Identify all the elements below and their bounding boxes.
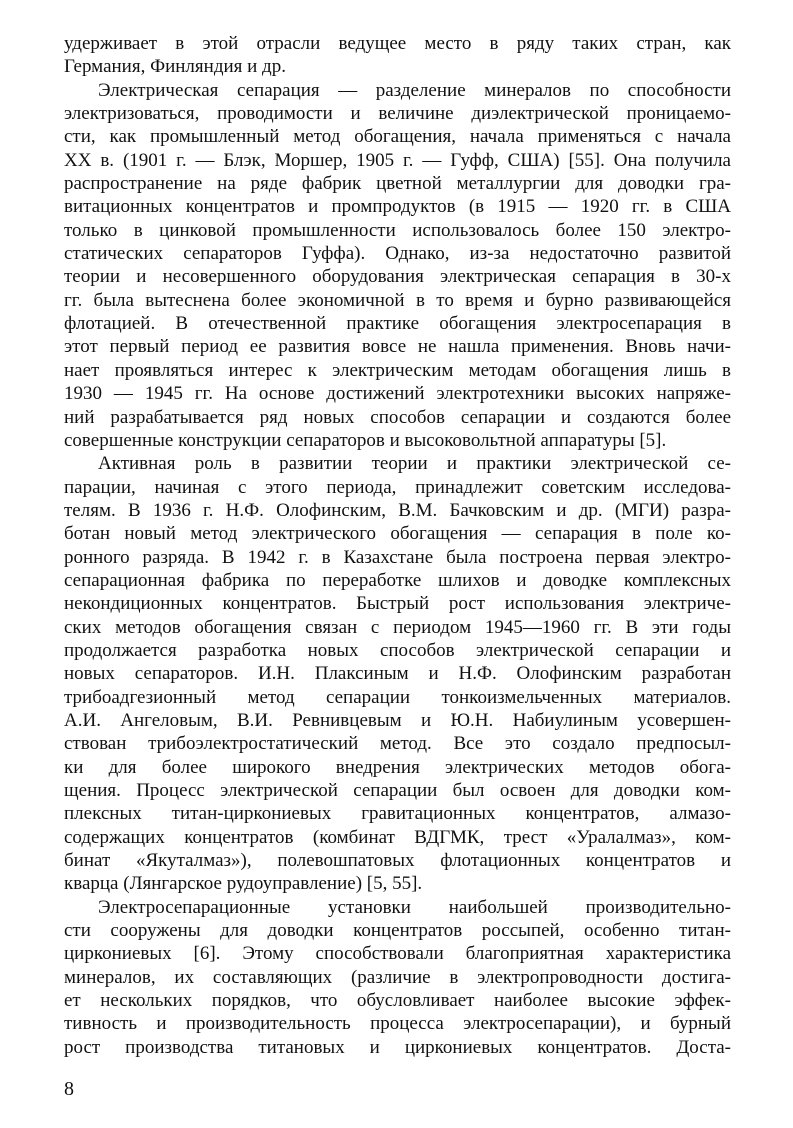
text-line: только в цинковой промышленности использовалось более 150 электро- (64, 219, 731, 241)
paragraph (64, 32, 731, 79)
text-line: ботан новый метод электрического обогащения — сепарация в поле ко- (64, 523, 731, 545)
text-line: ронного разряда. В 1942 г. в Казахстане была построена первая электро- (64, 546, 731, 568)
text-line: теории и несовершенного оборудования электрическая сепарация в 30-х (64, 266, 731, 288)
text-line: Активная роль в развитии теории и практики электрической се- (98, 453, 731, 475)
text-line: электризоваться, проводимости и величине диэлектрической проницаемо- (64, 103, 731, 125)
text-line: ствован трибоэлектростатический метод. Все это создало предпосыл- (64, 733, 731, 755)
paragraph (64, 452, 731, 896)
text-line: витационных концентратов и промпродуктов (в 1915 — 1920 гг. в США (64, 196, 731, 218)
page-number: 8 (64, 1078, 74, 1100)
text-line: кварца (Лянгарское рудоуправление) [5, 55]. (64, 873, 423, 895)
text-line: новых сепараторов. И.Н. Плаксиным и Н.Ф. Олофинским разработан (64, 663, 731, 685)
text-line: XX в. (1901 г. — Блэк, Моршер, 1905 г. — Гуфф, США) [55]. Она получила (64, 149, 731, 171)
text-line: флотацией. В отечественной практике обогащения электросепарация в (64, 313, 731, 335)
text-line: рост производства титановых и циркониевых концентратов. Доста- (64, 1036, 731, 1058)
text-line: циркониевых [6]. Этому способствовали благоприятная характеристика (64, 943, 731, 965)
text-line: Электрическая сепарация — разделение минералов по способности (98, 79, 731, 101)
text-line: Германия, Финляндия и др. (64, 56, 286, 78)
text-line: некондиционных концентратов. Быстрый рост использования электриче- (64, 593, 731, 615)
text-line: бинат «Якуталмаз»), полевошпатовых флотационных концентратов и (64, 850, 731, 872)
text-line: ских методов обогащения связан с периодом 1945—1960 гг. В эти годы (64, 616, 731, 638)
text-line: тивность и производительность процесса электросепарации), и бурный (64, 1013, 731, 1035)
text-line: совершенные конструкции сепараторов и высоковольтной аппаратуры [5]. (64, 429, 667, 451)
text-line: удерживает в этой отрасли ведущее место в ряду таких стран, как (64, 33, 731, 54)
body-text (64, 32, 731, 1059)
text-line: сти, как промышленный метод обогащения, начала применяться с начала (64, 126, 731, 148)
text-line: статических сепараторов Гуффа). Однако, из-за недостаточно развитой (64, 243, 731, 265)
text-line: этот первый период ее развития вовсе не нашла применения. Вновь начи- (64, 336, 731, 358)
text-line: телям. В 1936 г. Н.Ф. Олофинским, В.М. Бачковским и др. (МГИ) разра- (64, 499, 731, 521)
text-line: распространение на ряде фабрик цветной металлургии для доводки гра- (64, 173, 731, 195)
text-line: 1930 — 1945 гг. На основе достижений электротехники высоких напряже- (64, 383, 731, 405)
text-line: Электросепарационные установки наибольшей производительно- (98, 896, 731, 918)
text-line: минералов, их составляющих (различие в электропроводности достига- (64, 966, 731, 988)
text-line: содержащих концентратов (комбинат ВДГМК, трест «Уралалмаз», ком- (64, 826, 731, 848)
text-line: продолжается разработка новых способов электрической сепарации и (64, 639, 731, 661)
text-line: ний разрабатывается ряд новых способов сепарации и создаются более (64, 406, 731, 428)
text-line: парации, начиная с этого периода, принадлежит советским исследова- (64, 476, 731, 498)
text-line: трибоадгезионный метод сепарации тонкоизмельченных материалов. (64, 686, 731, 708)
text-line: сти сооружены для доводки концентратов россыпей, особенно титан- (64, 920, 731, 942)
text-line: нает проявляться интерес к электрическим методам обогащения лишь в (64, 359, 731, 381)
text-line: ет нескольких порядков, что обусловливает наиболее высокие эффек- (64, 990, 731, 1012)
text-line: А.И. Ангеловым, В.И. Ревнивцевым и Ю.Н. Набиулиным усовершен- (64, 709, 731, 731)
paragraph (64, 79, 731, 453)
text-line: щения. Процесс электрической сепарации был освоен для доводки ком- (64, 780, 731, 801)
text-line: ки для более широкого внедрения электрических методов обога- (64, 756, 731, 778)
paragraph (64, 896, 731, 1059)
text-line: сепарационная фабрика по переработке шлихов и доводке комплексных (64, 569, 731, 591)
text-line: плексных титан-циркониевых гравитационных концентратов, алмазо- (64, 803, 731, 825)
text-line: гг. была вытеснена более экономичной в то время и бурно развивающейся (64, 289, 731, 311)
